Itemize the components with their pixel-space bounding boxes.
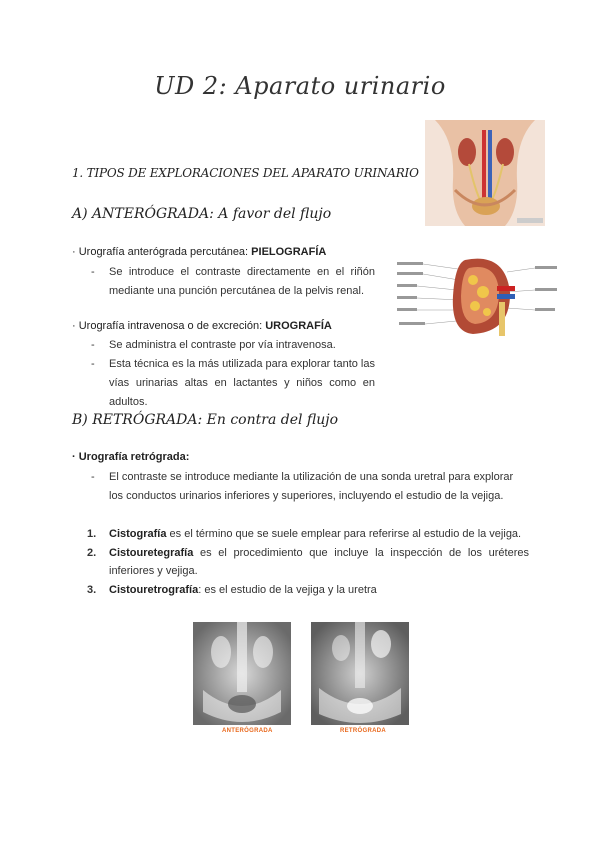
bullet-item: - Se introduce el contraste directamente en el riñón mediante una punción percutánea de la pelvis renal. [91, 266, 375, 297]
numbered-item: 2. Cistouretegrafía es el procedimiento que incluye la inspección de los uréteres inferiores y vejiga. [87, 547, 529, 577]
caption-retrograda: RETRÓGRADA [340, 728, 386, 734]
bullet-item: - Se administra el contraste por vía intravenosa. [91, 339, 336, 351]
xray-retrograda-image [311, 622, 409, 725]
xray-anterograda-image [193, 622, 291, 725]
kidney-diagram-image [395, 252, 560, 340]
urografia-intravenosa-label: · Urografía intravenosa o de excreción: UROGRAFÍA [72, 320, 332, 332]
section-heading: 1. TIPOS DE EXPLORACIONES DEL APARATO URINARIO [72, 166, 419, 180]
numbered-item: 1. Cistografía es el término que se suele emplear para referirse al estudio de la vejiga. [87, 528, 522, 540]
page-title: UD 2: Aparato urinario [154, 72, 446, 100]
bullet-item: - Esta técnica es la más utilizada para explorar tanto las vías urinarias altas en lactantes y niños como en adultos. [91, 358, 375, 408]
numbered-item: 3. Cistouretrografía: es el estudio de la vejiga y la uretra [87, 584, 377, 596]
subsection-heading-a: A) ANTERÓGRADA: A favor del flujo [72, 206, 332, 222]
urografia-percutanea-label: · Urografía anterógrada percutánea: PIELOGRAFÍA [72, 246, 327, 258]
caption-anterograda: ANTERÓGRADA [222, 728, 273, 734]
subsection-heading-b: B) RETRÓGRADA: En contra del flujo [72, 412, 339, 428]
urografia-retrograda-label: · Urografía retrógrada: [72, 451, 190, 463]
urinary-anatomy-image [425, 120, 545, 226]
bullet-item: - El contraste se introduce mediante la utilización de una sonda uretral para explorar los conductos urinarios inferiores y superiores, incluyendo el estudio de la vejiga. [91, 471, 514, 502]
